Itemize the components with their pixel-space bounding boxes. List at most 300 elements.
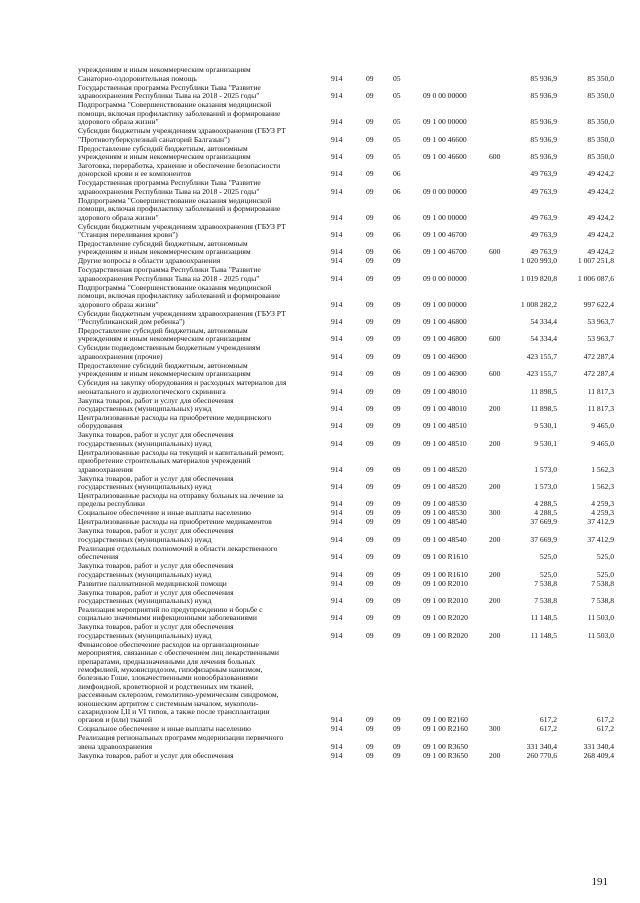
row-description: [78, 197, 326, 222]
cell-rz: 09: [366, 508, 374, 518]
cell-gr: 914: [331, 351, 343, 361]
table-row: [0, 257, 640, 265]
cell-pr: 09: [393, 517, 401, 527]
row-description: [78, 734, 326, 751]
cell-v2: 617,2: [596, 715, 614, 725]
cell-v1: 9 530,1: [534, 421, 557, 431]
cell-gr: 914: [331, 715, 343, 725]
cell-vr: 600: [489, 334, 501, 344]
cell-vr: 300: [489, 724, 501, 734]
cell-rz: 09: [366, 169, 374, 179]
cell-v2: 997 622,4: [583, 299, 614, 309]
cell-v1: 617,2: [539, 724, 557, 734]
cell-v1: 11 898,5: [530, 403, 557, 413]
cell-v2: 11 817,3: [587, 403, 614, 413]
cell-rz: 09: [366, 351, 374, 361]
row-description: [78, 310, 326, 327]
row-description: [78, 414, 326, 431]
cell-gr: 914: [331, 750, 343, 760]
row-description-line: сахаридозом I,II и VI типов, а также после трансплантации: [78, 708, 270, 717]
row-description-line: Государственная программа Республики Тыва "Развитие: [78, 266, 261, 275]
cell-cs: 09 0 00 00000: [423, 91, 467, 101]
cell-cs: 09 1 00 46800: [423, 316, 467, 326]
cell-v2: 525,0: [596, 552, 614, 562]
cell-cs: 09 1 00 48530: [423, 499, 467, 509]
row-description-line: оборудования: [78, 422, 123, 431]
row-description: [78, 725, 326, 733]
cell-gr: 914: [331, 229, 343, 239]
table-row: [0, 752, 640, 760]
row-description-line: Централизованные расходы на отправку больных на лечение за: [78, 492, 284, 500]
cell-gr: 914: [331, 386, 343, 396]
cell-gr: 914: [331, 134, 343, 144]
cell-rz: 09: [366, 569, 374, 579]
cell-rz: 09: [366, 552, 374, 562]
cell-vr: 200: [489, 595, 501, 605]
row-description: [78, 509, 326, 517]
row-description-line: здравоохранения (прочие): [78, 352, 163, 361]
cell-cs: 09 1 00 R2160: [423, 724, 468, 734]
cell-v2: 49 424,2: [587, 229, 614, 239]
cell-v1: 54 334,4: [530, 334, 557, 344]
table-row: [0, 606, 640, 623]
cell-pr: 05: [393, 117, 401, 127]
row-description-line: Закупка товаров, работ и услуг для обеспечения: [78, 588, 234, 597]
cell-v1: 54 334,4: [530, 316, 557, 326]
cell-pr: 09: [393, 630, 401, 640]
cell-gr: 914: [331, 73, 343, 83]
cell-rz: 09: [366, 578, 374, 588]
cell-v2: 1 562,3: [591, 481, 614, 491]
row-description-line: государственных (муниципальных) нужд: [78, 535, 212, 544]
cell-vr: 200: [489, 630, 501, 640]
cell-vr: 300: [489, 508, 501, 518]
cell-cs: 09 1 00 48530: [423, 508, 467, 518]
row-description-line: звена здравоохранения: [78, 742, 153, 751]
cell-v2: 53 963,7: [587, 334, 614, 344]
cell-v2: 7 538,8: [591, 578, 614, 588]
cell-v1: 7 538,8: [534, 578, 557, 588]
cell-rz: 09: [366, 316, 374, 326]
row-description-line: Государственная программа Республики Тыва "Развитие: [78, 179, 261, 188]
cell-v1: 11 148,5: [530, 613, 557, 623]
cell-v1: 49 763,9: [530, 247, 557, 257]
cell-cs: 09 1 00 46600: [423, 134, 467, 144]
cell-cs: 09 1 00 48510: [423, 438, 467, 448]
table-row: [0, 310, 640, 327]
cell-vr: 200: [489, 481, 501, 491]
cell-rz: 09: [366, 186, 374, 196]
row-description: [78, 492, 326, 509]
row-description-line: Подпрограмма "Совершенствование оказания медицинской: [78, 283, 272, 292]
table-row: [0, 734, 640, 751]
cell-pr: 09: [393, 299, 401, 309]
row-description: [78, 162, 326, 179]
cell-v1: 49 763,9: [530, 186, 557, 196]
cell-gr: 914: [331, 508, 343, 518]
cell-cs: 09 1 00 46700: [423, 247, 467, 257]
table-row: [0, 431, 640, 448]
cell-cs: 09 1 00 48010: [423, 403, 467, 413]
cell-v2: 49 424,2: [587, 186, 614, 196]
row-description: [78, 179, 326, 196]
cell-v1: 1 008 282,2: [520, 299, 557, 309]
row-description-line: учреждениям и иным некоммерческим организациям: [78, 370, 251, 379]
cell-pr: 09: [393, 334, 401, 344]
cell-pr: 09: [393, 569, 401, 579]
row-description-line: государственных (муниципальных) нужд: [78, 570, 212, 579]
cell-gr: 914: [331, 369, 343, 379]
cell-rz: 09: [366, 715, 374, 725]
cell-rz: 09: [366, 299, 374, 309]
row-description-line: здравоохранения: [78, 465, 133, 474]
row-description-line: Субсидии бюджетным учреждениям здравоохранения (ГБУЗ РТ: [78, 309, 286, 318]
row-description-line: здравоохранения Республики Тыва на 2018 - 2025 годы": [78, 187, 260, 196]
cell-gr: 914: [331, 334, 343, 344]
cell-rz: 09: [366, 421, 374, 431]
row-description: [78, 397, 326, 414]
cell-pr: 06: [393, 229, 401, 239]
cell-pr: 09: [393, 534, 401, 544]
row-description-line: "Республиканский дом ребенка"): [78, 318, 185, 326]
row-description: [78, 257, 326, 265]
cell-v2: 9 465,0: [591, 438, 614, 448]
row-description-line: Субсидии подведомственным бюджетным учреждениям: [78, 344, 261, 353]
cell-gr: 914: [331, 256, 343, 266]
cell-v1: 1 573,0: [534, 464, 557, 474]
cell-v2: 11 817,3: [587, 386, 614, 396]
row-description-line: Закупка товаров, работ и услуг для обеспечения: [78, 431, 234, 440]
cell-cs: 09 1 00 46800: [423, 334, 467, 344]
row-description-line: Централизованные расходы на приобретение медикаментов: [78, 518, 272, 527]
row-description: [78, 449, 326, 474]
row-description-line: Санаторно-оздоровительная помощь: [78, 75, 197, 83]
cell-gr: 914: [331, 91, 343, 101]
row-description-line: учреждениям и иным некоммерческим организациям: [78, 335, 251, 344]
cell-cs: 09 1 00 R1610: [423, 569, 468, 579]
table-row: [0, 492, 640, 509]
cell-pr: 05: [393, 91, 401, 101]
cell-v1: 1 020 993,0: [520, 256, 557, 266]
row-description-line: Подпрограмма "Совершенствование оказания медицинской: [78, 196, 272, 205]
cell-cs: 09 1 00 48540: [423, 517, 467, 527]
cell-v2: 49 424,2: [587, 212, 614, 222]
table-row: [0, 414, 640, 431]
row-description-line: Заготовка, переработка, хранение и обеспечение безопасности: [78, 162, 281, 170]
cell-pr: 09: [393, 750, 401, 760]
cell-vr: 600: [489, 151, 501, 161]
cell-pr: 09: [393, 316, 401, 326]
cell-vr: 200: [489, 569, 501, 579]
cell-gr: 914: [331, 534, 343, 544]
cell-v1: 331 340,4: [526, 741, 557, 751]
table-row: [0, 545, 640, 562]
cell-rz: 09: [366, 403, 374, 413]
cell-v1: 11 898,5: [530, 386, 557, 396]
cell-cs: 09 1 00 46600: [423, 151, 467, 161]
cell-pr: 06: [393, 186, 401, 196]
cell-cs: 09 1 00 R3650: [423, 750, 468, 760]
row-description: [78, 623, 326, 640]
cell-gr: 914: [331, 517, 343, 527]
row-description-line: болезнью Гоше, злокачественными новообразованиями: [78, 674, 258, 683]
row-description-line: Субсидии бюджетным учреждениям здравоохранения (ГБУЗ РТ: [78, 222, 286, 231]
row-description-line: "Противотуберкулезный санаторий Балгазын"): [78, 135, 230, 144]
cell-vr: 200: [489, 438, 501, 448]
cell-rz: 09: [366, 613, 374, 623]
table-row: [0, 449, 640, 474]
cell-v2: 1 007 251,8: [577, 256, 614, 266]
cell-pr: 09: [393, 256, 401, 266]
cell-gr: 914: [331, 595, 343, 605]
cell-cs: 09 1 00 46700: [423, 229, 467, 239]
row-description: [78, 475, 326, 492]
row-description-line: пределы республики: [78, 500, 145, 509]
row-description-line: Предоставление субсидий бюджетным, автономным: [78, 361, 248, 370]
row-description: [78, 223, 326, 240]
row-description-line: Подпрограмма "Совершенствование оказания медицинской: [78, 101, 272, 110]
table-row: [0, 527, 640, 544]
row-description: [78, 752, 326, 760]
row-description: [78, 527, 326, 544]
cell-cs: 09 1 00 R2010: [423, 595, 468, 605]
cell-v1: 85 936,9: [530, 91, 557, 101]
cell-cs: 09 1 00 R2010: [423, 578, 468, 588]
row-description-line: Социальное обеспечение и иные выплаты населению: [78, 725, 251, 734]
row-description-line: Централизованные расходы на приобретение медицинского: [78, 414, 272, 422]
row-description: [78, 127, 326, 144]
row-description-line: Закупка товаров, работ и услуг для обеспечения: [78, 396, 234, 405]
cell-v2: 49 424,2: [587, 169, 614, 179]
table-row: [0, 162, 640, 179]
row-description: [78, 240, 326, 257]
cell-pr: 09: [393, 741, 401, 751]
cell-gr: 914: [331, 117, 343, 127]
cell-pr: 06: [393, 247, 401, 257]
cell-v1: 37 669,9: [530, 534, 557, 544]
cell-gr: 914: [331, 299, 343, 309]
table-row: [0, 589, 640, 606]
row-description-line: Закупка товаров, работ и услуг для обеспечения: [78, 623, 234, 632]
row-description: [78, 606, 326, 623]
cell-pr: 09: [393, 481, 401, 491]
row-description-line: здорового образа жизни": [78, 300, 159, 309]
cell-gr: 914: [331, 499, 343, 509]
row-description-line: Предоставление субсидий бюджетным, автономным: [78, 327, 248, 335]
row-description: [78, 84, 326, 101]
row-description-line: помощи, включая профилактику заболеваний и формирование: [78, 205, 281, 214]
cell-pr: 09: [393, 499, 401, 509]
cell-gr: 914: [331, 169, 343, 179]
page-number: 191: [591, 876, 608, 888]
row-description-line: Закупка товаров, работ и услуг для обеспечения: [78, 474, 234, 483]
table-row: [0, 562, 640, 579]
row-description: [78, 379, 326, 396]
cell-v2: 37 412,9: [587, 517, 614, 527]
row-description-line: Закупка товаров, работ и услуг для обеспечения: [78, 562, 234, 571]
cell-pr: 09: [393, 464, 401, 474]
cell-gr: 914: [331, 613, 343, 623]
cell-rz: 09: [366, 499, 374, 509]
cell-gr: 914: [331, 438, 343, 448]
cell-pr: 09: [393, 552, 401, 562]
cell-v2: 85 350,0: [587, 117, 614, 127]
cell-v1: 7 538,8: [534, 595, 557, 605]
row-description: [78, 101, 326, 126]
row-description-line: лимфоидной, кроветворной и родственных им тканей,: [78, 682, 254, 691]
cell-gr: 914: [331, 247, 343, 257]
row-description-line: учреждениям и иным некоммерческим организациям: [78, 153, 251, 161]
cell-cs: 09 0 00 00000: [423, 186, 467, 196]
row-description-line: государственных (муниципальных) нужд: [78, 405, 212, 413]
table-row: [0, 127, 640, 144]
row-description-line: юношеским артритом с системным началом, мукополи-: [78, 699, 259, 708]
cell-gr: 914: [331, 552, 343, 562]
table-row: [0, 75, 640, 83]
cell-v1: 85 936,9: [530, 134, 557, 144]
cell-pr: 09: [393, 369, 401, 379]
cell-v1: 9 530,1: [534, 438, 557, 448]
cell-v1: 49 763,9: [530, 212, 557, 222]
row-description-line: Социальное обеспечение и иные выплаты населению: [78, 509, 251, 518]
table-row: [0, 266, 640, 283]
cell-gr: 914: [331, 724, 343, 734]
cell-pr: 09: [393, 613, 401, 623]
table-row: [0, 101, 640, 126]
row-description-line: Субсидия на закупку оборудования и расходных материалов для: [78, 379, 287, 388]
cell-cs: 09 1 00 48510: [423, 421, 467, 431]
cell-rz: 09: [366, 386, 374, 396]
row-description: [78, 66, 326, 74]
cell-rz: 09: [366, 91, 374, 101]
cell-v1: 423 155,7: [526, 351, 557, 361]
table-row: [0, 379, 640, 396]
cell-v2: 4 259,3: [591, 499, 614, 509]
row-description: [78, 362, 326, 379]
row-description-line: Закупка товаров, работ и услуг для обеспечения: [78, 751, 234, 760]
cell-gr: 914: [331, 630, 343, 640]
cell-v2: 617,2: [596, 724, 614, 734]
cell-v2: 49 424,2: [587, 247, 614, 257]
cell-vr: 600: [489, 247, 501, 257]
cell-rz: 09: [366, 134, 374, 144]
table-row: [0, 84, 640, 101]
cell-rz: 09: [366, 212, 374, 222]
row-description-line: рассеянным склерозом, гемолитико-уремическим синдромом,: [78, 691, 279, 700]
cell-gr: 914: [331, 186, 343, 196]
cell-pr: 09: [393, 715, 401, 725]
cell-gr: 914: [331, 403, 343, 413]
cell-v2: 53 963,7: [587, 316, 614, 326]
row-description: [78, 518, 326, 526]
cell-pr: 06: [393, 212, 401, 222]
cell-v2: 9 465,0: [591, 421, 614, 431]
row-description-line: помощи, включая профилактику заболеваний и формирование: [78, 292, 281, 301]
row-description-line: Реализация региональных программ модернизации первичного: [78, 734, 284, 743]
cell-pr: 09: [393, 595, 401, 605]
cell-rz: 09: [366, 724, 374, 734]
cell-cs: 09 0 00 00000: [423, 273, 467, 283]
cell-cs: 09 1 00 R3650: [423, 741, 468, 751]
cell-v2: 1 562,3: [591, 464, 614, 474]
cell-gr: 914: [331, 741, 343, 751]
cell-rz: 09: [366, 117, 374, 127]
row-description-line: Закупка товаров, работ и услуг для обеспечения: [78, 527, 234, 536]
row-description-line: Централизованные расходы на текущий и капитальный ремонт,: [78, 448, 284, 457]
row-description-line: учреждениям и иным некоммерческим организациям: [78, 66, 251, 74]
cell-cs: 09 1 00 48540: [423, 534, 467, 544]
cell-cs: 09 1 00 R1610: [423, 552, 468, 562]
cell-rz: 09: [366, 334, 374, 344]
cell-gr: 914: [331, 212, 343, 222]
cell-cs: 09 1 00 46900: [423, 369, 467, 379]
cell-gr: 914: [331, 151, 343, 161]
row-description-line: "Станция переливания крови"): [78, 231, 178, 239]
cell-v1: 525,0: [539, 552, 557, 562]
cell-v1: 85 936,9: [530, 117, 557, 127]
cell-cs: 09 1 00 R2020: [423, 630, 468, 640]
cell-v1: 617,2: [539, 715, 557, 725]
row-description-line: Финансовое обеспечение расходов на организационные: [78, 640, 259, 649]
cell-rz: 09: [366, 517, 374, 527]
row-description: [78, 431, 326, 448]
row-description: [78, 545, 326, 562]
row-description-line: Предоставление субсидий бюджетным, автономным: [78, 144, 248, 153]
row-description-line: Реализация отдельных полномочий в области лекарственного: [78, 544, 278, 553]
cell-cs: 09 1 00 00000: [423, 212, 467, 222]
row-description-line: Реализация мероприятий по предупреждению и борьбе с: [78, 606, 263, 614]
cell-v2: 4 259,3: [591, 508, 614, 518]
cell-v2: 85 350,0: [587, 134, 614, 144]
row-description-line: государственных (муниципальных) нужд: [78, 439, 212, 448]
row-description-line: государственных (муниципальных) нужд: [78, 597, 212, 605]
cell-v2: 472 287,4: [583, 369, 614, 379]
table-row: [0, 179, 640, 196]
table-row: [0, 580, 640, 588]
cell-rz: 09: [366, 595, 374, 605]
table-row: [0, 518, 640, 526]
row-description-line: органов и (или) тканей: [78, 716, 153, 725]
cell-pr: 09: [393, 421, 401, 431]
cell-v1: 1 019 820,8: [520, 273, 557, 283]
cell-rz: 09: [366, 256, 374, 266]
row-description: [78, 75, 326, 83]
row-description: [78, 266, 326, 283]
cell-rz: 09: [366, 750, 374, 760]
cell-v1: 49 763,9: [530, 169, 557, 179]
cell-gr: 914: [331, 273, 343, 283]
row-description-line: Другие вопросы в области здравоохранения: [78, 257, 221, 266]
cell-rz: 09: [366, 438, 374, 448]
cell-rz: 09: [366, 247, 374, 257]
table-row: [0, 397, 640, 414]
cell-v1: 85 936,9: [530, 151, 557, 161]
cell-rz: 09: [366, 151, 374, 161]
cell-pr: 09: [393, 508, 401, 518]
row-description: [78, 580, 326, 588]
row-description-line: здорового образа жизни": [78, 118, 159, 127]
cell-pr: 09: [393, 351, 401, 361]
cell-pr: 09: [393, 273, 401, 283]
row-description: [78, 327, 326, 344]
cell-v1: 4 288,5: [534, 499, 557, 509]
cell-cs: 09 1 00 48520: [423, 464, 467, 474]
cell-pr: 05: [393, 151, 401, 161]
row-description-line: Развитие паллиативной медицинской помощи: [78, 579, 227, 588]
row-description-line: здорового образа жизни": [78, 213, 159, 222]
cell-v2: 85 350,0: [587, 91, 614, 101]
cell-gr: 914: [331, 569, 343, 579]
